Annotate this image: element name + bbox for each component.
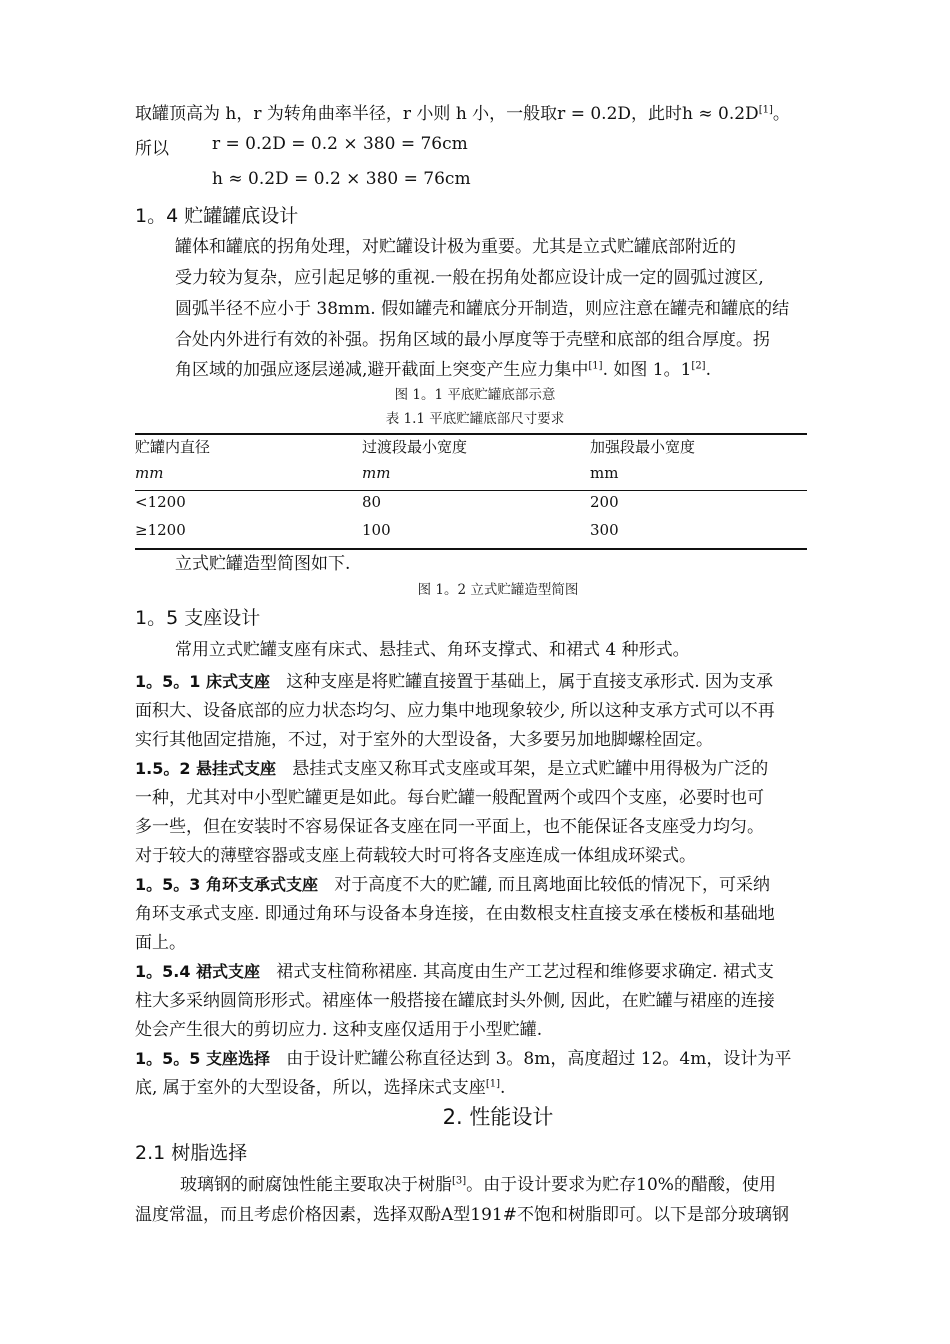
paragraph-line: 立式贮罐造型简图如下. xyxy=(175,554,351,574)
table-mid-rule xyxy=(135,490,807,491)
paragraph-line: 玻璃钢的耐腐蚀性能主要取决于树脂[3]。由于设计要求为贮存10%的醋酸，使用 xyxy=(180,1175,776,1195)
paragraph-line: 底, 属于室外的大型设备，所以，选择床式支座[1]. xyxy=(135,1078,506,1098)
so-label: 所以 xyxy=(135,139,169,159)
paragraph-line: 常用立式贮罐支座有床式、悬挂式、角环支撑式、和裙式 4 种形式。 xyxy=(175,640,690,660)
table-header-cell: 过渡段最小宽度 xyxy=(362,438,468,456)
table-caption: 表 1.1 平底贮罐底部尺寸要求 xyxy=(385,411,565,427)
paragraph-line: 对于较大的薄壁容器或支座上荷载较大时可将各支座连成一体组成环梁式。 xyxy=(135,846,696,866)
paragraph-line: 温度常温，而且考虑价格因素，选择双酚A型191#不饱和树脂即可。以下是部分玻璃钢 xyxy=(135,1205,789,1225)
paragraph-line: 处会产生很大的剪切应力. 这种支座仅适用于小型贮罐. xyxy=(135,1020,543,1040)
paragraph-line: 柱大多采纳圆筒形形式。裙座体一般搭接在罐底封头外侧, 因此，在贮罐与裙座的连接 xyxy=(135,991,775,1011)
table-header-cell: 贮罐内直径 xyxy=(135,438,211,456)
section-heading-1-4: 1。4 贮罐罐底设计 xyxy=(135,205,299,227)
paragraph-line: 面上。 xyxy=(135,933,186,953)
table-cell: ≥1200 xyxy=(135,521,186,539)
equation-h: h ≈ 0.2D = 0.2 × 380 = 76cm xyxy=(212,169,471,189)
figure-caption: 图 1。2 立式贮罐造型简图 xyxy=(417,582,579,598)
table-cell: 300 xyxy=(590,521,619,539)
paragraph-line: 角环支承式支座. 即通过角环与设备本身连接，在由数根支柱直接支承在楼板和基础地 xyxy=(135,904,775,924)
table-cell: 80 xyxy=(362,493,382,511)
chapter-heading: 2. 性能设计 xyxy=(442,1105,554,1129)
paragraph-line: 角区域的加强应逐层递减,避开截面上突变产生应力集中[1]. 如图 1。1[2]. xyxy=(175,360,711,380)
table-cell: 200 xyxy=(590,493,619,511)
paragraph-line: 实行其他固定措施，不过，对于室外的大型设备，大多要另加地脚螺栓固定。 xyxy=(135,730,713,750)
paragraph-line: 1。5.4 裙式支座 裙式支柱简称裙座. 其高度由生产工艺过程和维修要求确定. 裙式支 xyxy=(135,962,774,982)
equation-r: r = 0.2D = 0.2 × 380 = 76cm xyxy=(212,134,468,154)
paragraph-line: 多一些，但在安装时不容易保证各支座在同一平面上，也不能保证各支座受力均匀。 xyxy=(135,817,764,837)
paragraph-line: 罐体和罐底的拐角处理，对贮罐设计极为重要。尤其是立式贮罐底部附近的 xyxy=(175,237,736,257)
subsection-title: 1。5。3 角环支承式支座 xyxy=(135,875,318,894)
table-header-cell: 加强段最小宽度 xyxy=(590,438,696,456)
table-unit-cell: mm xyxy=(590,464,619,482)
paragraph-line: 1。5。1 床式支座 这种支座是将贮罐直接置于基础上，属于直接支承形式. 因为支承 xyxy=(135,672,774,692)
paragraph-line: 合处内外进行有效的补强。拐角区域的最小厚度等于壳壁和底部的组合厚度。拐 xyxy=(175,330,770,350)
table-cell: 100 xyxy=(362,521,391,539)
subsection-title: 1。5.4 裙式支座 xyxy=(135,962,261,981)
table-unit-cell: mm xyxy=(135,464,164,482)
paragraph-line: 面积大、设备底部的应力状态均匀、应力集中地现象较少, 所以这种支承方式可以不再 xyxy=(135,701,775,721)
section-heading-1-5: 1。5 支座设计 xyxy=(135,607,261,629)
paragraph-line: 受力较为复杂，应引起足够的重视.一般在拐角处都应设计成一定的圆弧过渡区, xyxy=(175,268,764,288)
paragraph-line: 1.5。2 悬挂式支座 悬挂式支座又称耳式支座或耳架，是立式贮罐中用得极为广泛的 xyxy=(135,759,769,779)
subsection-title: 1.5。2 悬挂式支座 xyxy=(135,759,277,778)
subsection-title: 1。5。1 床式支座 xyxy=(135,672,270,691)
table-top-rule xyxy=(135,433,807,435)
figure-caption: 图 1。1 平底贮罐底部示意 xyxy=(394,387,556,403)
paragraph-line: 圆弧半径不应小于 38mm. 假如罐壳和罐底分开制造，则应注意在罐壳和罐底的结 xyxy=(175,299,790,319)
paragraph-line: 一种，尤其对中小型贮罐更是如此。每台贮罐一般配置两个或四个支座，必要时也可 xyxy=(135,788,764,808)
paragraph-line: 取罐顶高为 h，r 为转角曲率半径，r 小则 h 小，一般取r = 0.2D，此时h ≈ 0.2D[1]。 xyxy=(135,104,790,124)
subsection-title: 1。5。5 支座选择 xyxy=(135,1049,270,1068)
table-unit-cell: mm xyxy=(362,464,391,482)
section-heading-2-1: 2.1 树脂选择 xyxy=(135,1142,248,1164)
paragraph-line: 1。5。5 支座选择 由于设计贮罐公称直径达到 3。8m，高度超过 12。4m，设计为平 xyxy=(135,1049,792,1069)
paragraph-line: 1。5。3 角环支承式支座 对于高度不大的贮罐, 而且离地面比较低的情况下，可采纳 xyxy=(135,875,771,895)
table-cell: <1200 xyxy=(135,493,186,511)
